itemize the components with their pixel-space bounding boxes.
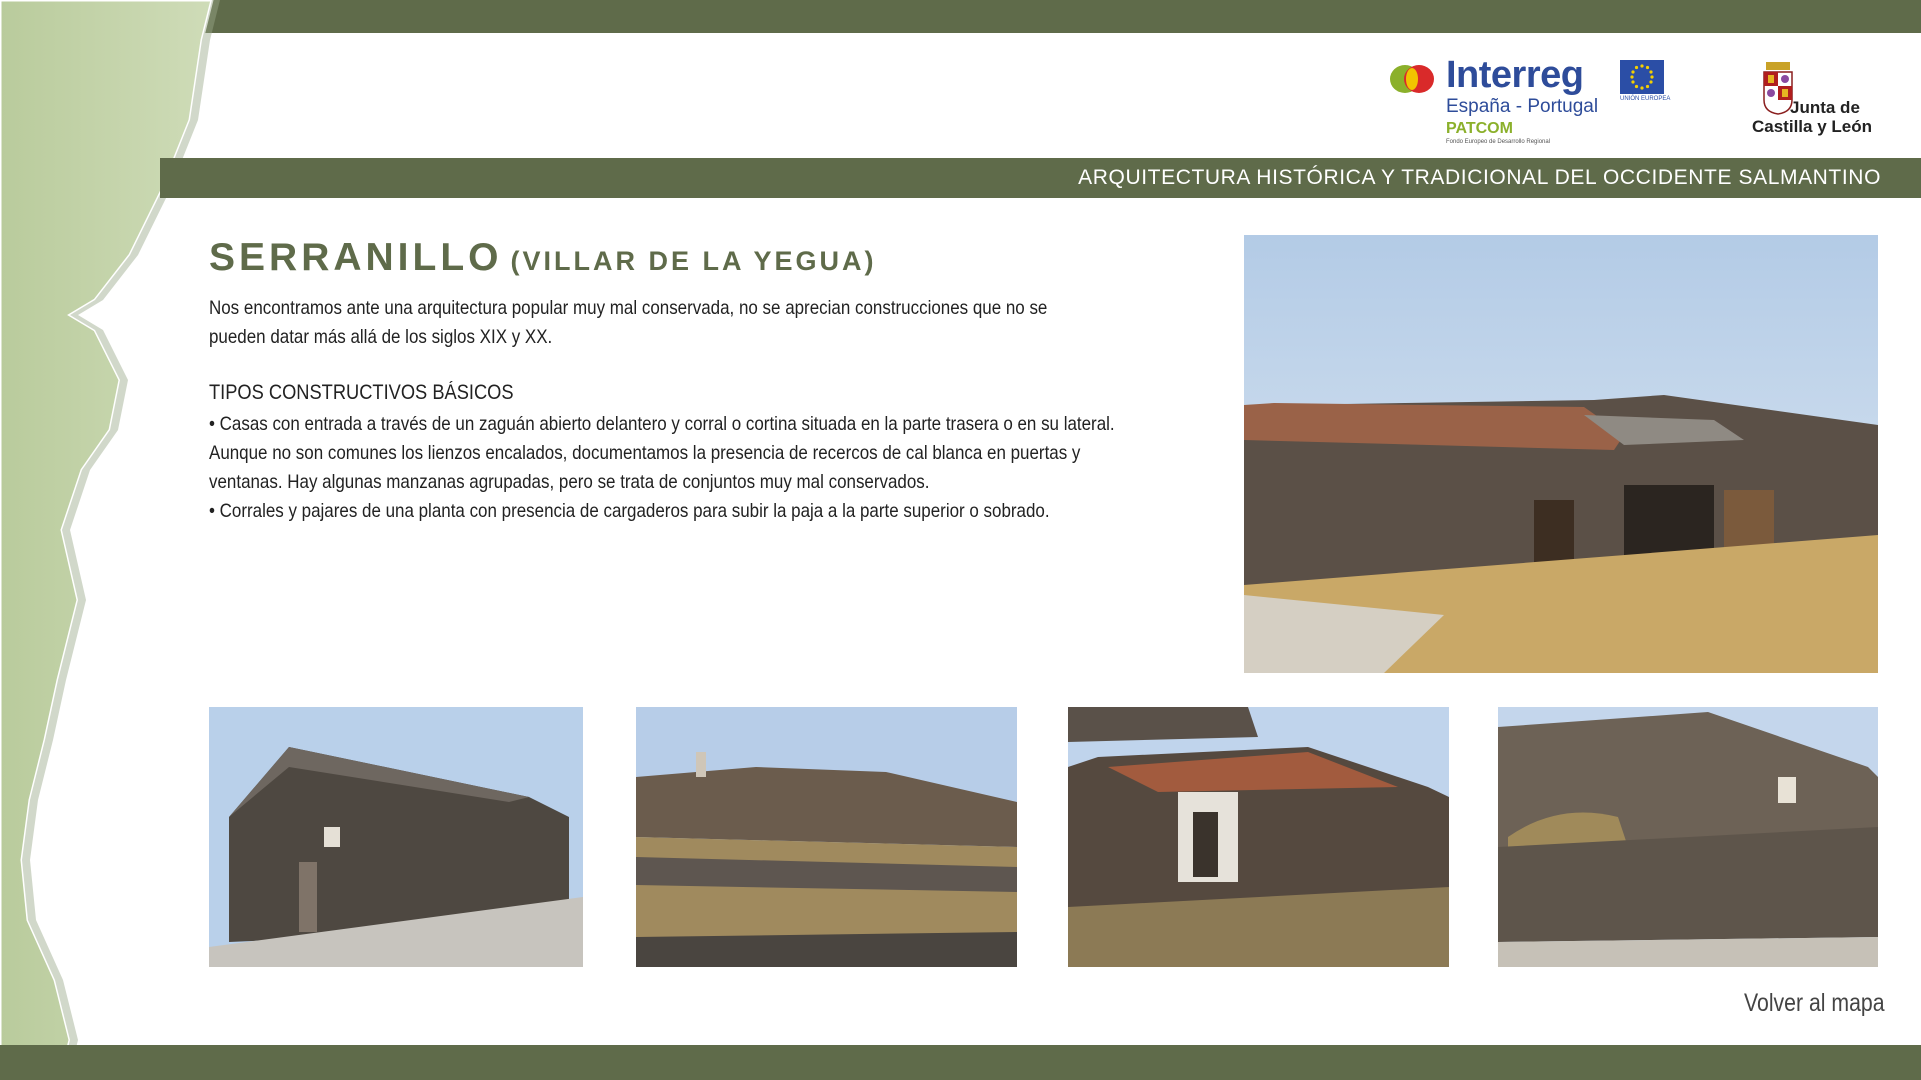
top-bar <box>0 0 1921 33</box>
section-heading: TIPOS CONSTRUCTIVOS BÁSICOS <box>209 381 514 404</box>
interreg-program: España - Portugal <box>1446 96 1599 117</box>
interreg-logo-icon <box>1388 62 1436 96</box>
bullet-item: • Corrales y pajares de una planta con presencia de cargaderos para subir la paja a la parte superior o sobrado. <box>209 500 1050 522</box>
bullet-item: • Casas con entrada a través de un zaguán abierto delantero y corral o cortina situada en la parte trasera o en su lateral. Aunque no son comunes los lienzos encalados, documentamos la presencia de recercos de cal blanca en puertas y ventanas. Hay algunas manzanas agrupadas, pero se trata de conjuntos muy mal conservados. <box>209 413 1115 493</box>
eu-flag-icon <box>1620 60 1664 94</box>
jcyl-line2: Castilla y León <box>1752 117 1872 136</box>
gallery-photo <box>636 707 1017 967</box>
title-main: SERRANILLO <box>209 236 503 279</box>
page-subtitle: ARQUITECTURA HISTÓRICA Y TRADICIONAL DEL OCCIDENTE SALMANTINO <box>1078 166 1881 189</box>
jcyl-logo-text <box>1752 98 1872 136</box>
gallery-photo <box>209 707 583 967</box>
subtitle-bar <box>160 158 1921 198</box>
intro-paragraph: Nos encontramos ante una arquitectura popular muy mal conservada, no se aprecian construcciones que no se pueden datar más allá de los siglos XIX y XX. <box>209 297 1048 348</box>
interreg-wordmark: Interreg <box>1446 54 1584 96</box>
jcyl-line1: Junta de <box>1790 98 1860 117</box>
gallery-photo <box>1068 707 1449 967</box>
page-title <box>209 236 877 280</box>
interreg-fund: Fondo Europeo de Desarrollo Regional <box>1446 139 1551 145</box>
logo-area <box>1380 50 1900 150</box>
bullet-list <box>209 410 1131 526</box>
back-to-map-link[interactable]: Volver al mapa <box>1744 989 1885 1017</box>
main-photo <box>1244 235 1878 673</box>
gallery-photo <box>1498 707 1878 967</box>
title-sub: (VILLAR DE LA YEGUA) <box>510 246 877 276</box>
eu-label: UNIÓN EUROPEA <box>1620 96 1671 102</box>
interreg-project: PATCOM <box>1446 120 1513 137</box>
bottom-bar <box>0 1045 1921 1080</box>
